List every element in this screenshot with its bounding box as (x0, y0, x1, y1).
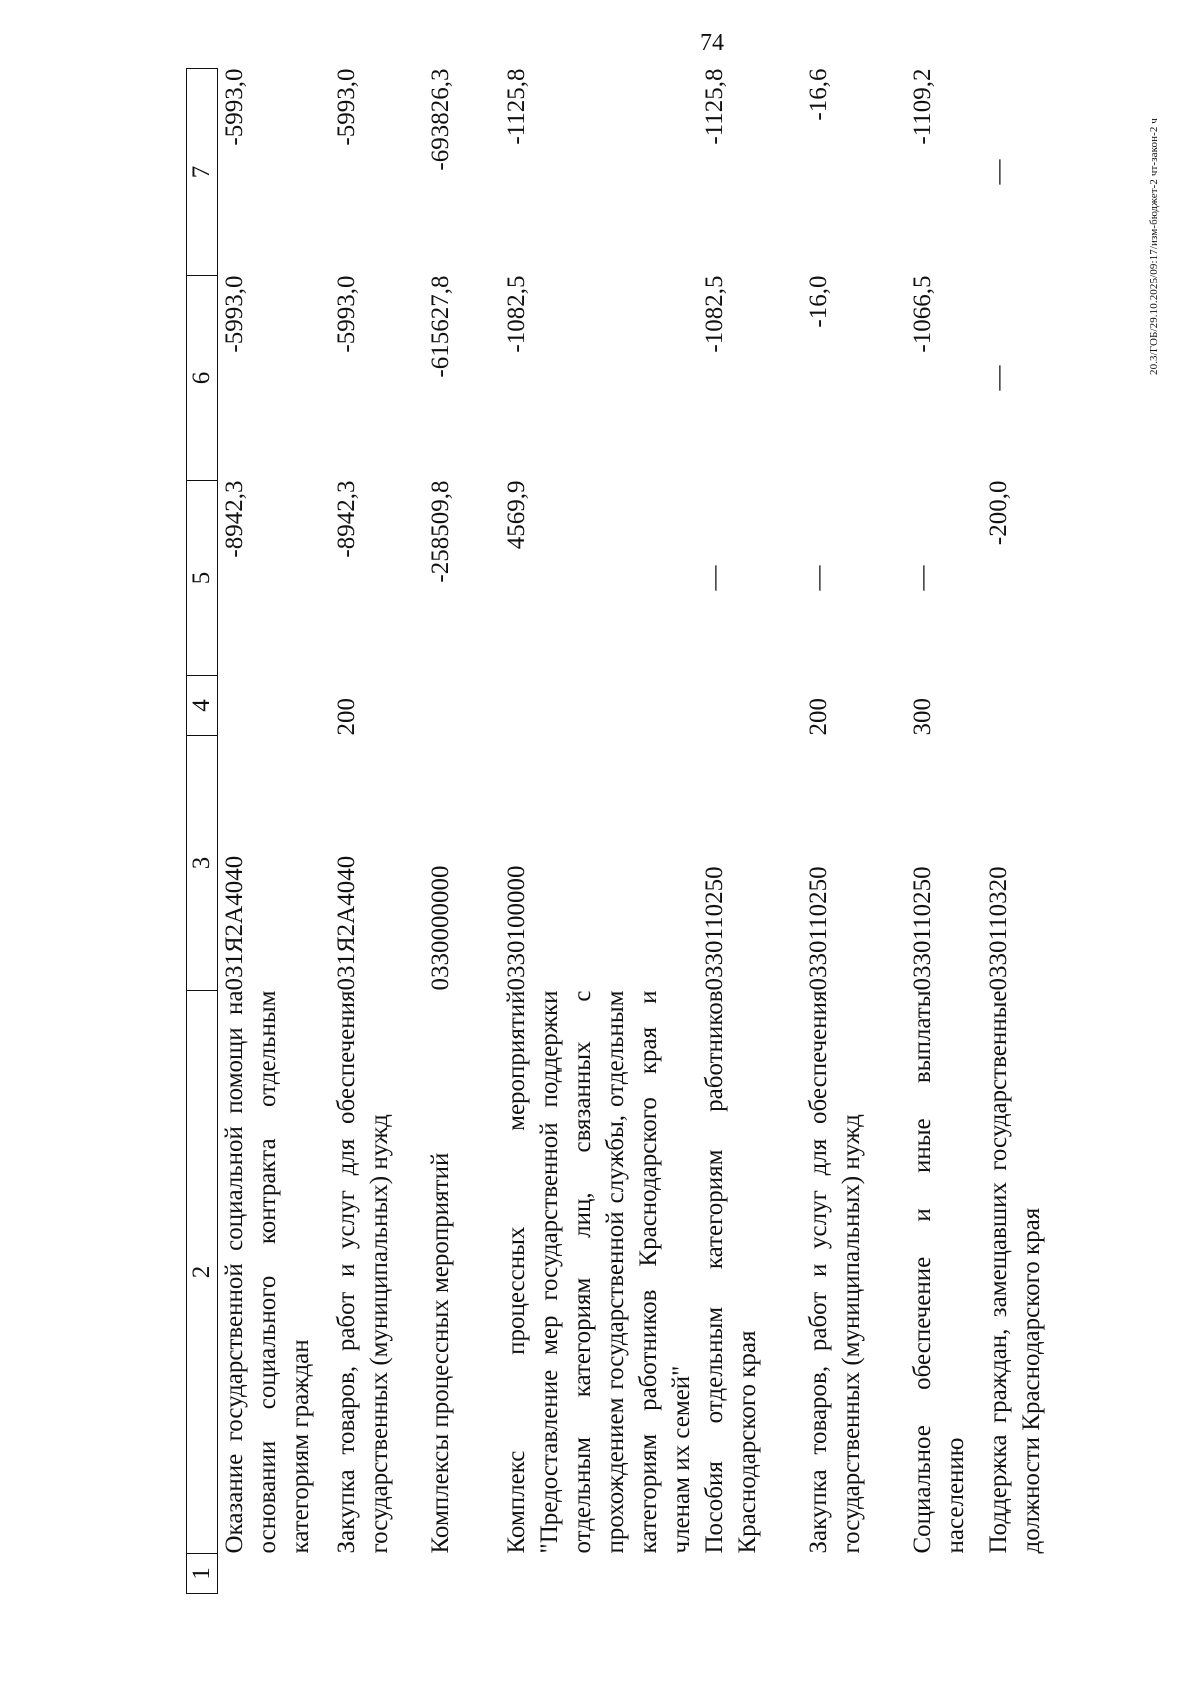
row-value-col7: -5993,0 (221, 68, 248, 146)
row-value-col5: — (804, 565, 832, 591)
table-row (982, 69, 1092, 1594)
row-code: 0330110250 (804, 866, 832, 991)
row-value-col5: -258509,8 (426, 480, 454, 583)
table-row (500, 69, 698, 1594)
budget-table (186, 68, 1092, 1594)
column-header: 2 (187, 991, 218, 1554)
row-value-col5: -200,0 (984, 480, 1012, 546)
row-value-col6: -1082,5 (700, 275, 728, 353)
row-value-col6: -16,0 (804, 275, 832, 328)
row-value-col6: -1066,5 (908, 275, 936, 353)
row-value-col7: -16,6 (804, 68, 832, 121)
row-description: Закупка товаров, работ и услуг для обеспечения государственных (муниципальных) нужд (804, 990, 865, 1554)
column-header: 6 (187, 276, 218, 481)
row-value-col7: -1125,8 (502, 68, 530, 145)
row-value-col5: — (908, 565, 936, 591)
row-expense-type (698, 676, 802, 736)
row-value-col5: -8942,3 (332, 480, 360, 558)
table-row (218, 69, 330, 1594)
row-description: Закупка товаров, работ и услуг для обеспечения государственных (муниципальных) нужд (332, 990, 393, 1554)
row-description: Пособия отдельным категориям работников Краснодарского края (700, 990, 761, 1554)
row-expense-type: 300 (908, 698, 936, 736)
row-value-col6: -615627,8 (426, 275, 454, 378)
column-header: 5 (187, 481, 218, 676)
row-value-col5: 4569,9 (502, 480, 530, 550)
row-value-col7: — (984, 159, 1012, 185)
row-value-col6: -1082,5 (502, 275, 530, 353)
table-row (698, 69, 802, 1594)
row-code: 0330110320 (984, 866, 1012, 991)
document-footer-code: 20.3/ГОБ/29.10.2025/09:17/изм-бюджет-2 чт-закон-2 ч (1148, 118, 1160, 375)
table-row (330, 69, 424, 1594)
row-description: Оказание государственной социальной помощи на основании социального контракта отдельным категориям граждан (221, 990, 314, 1554)
row-code: 0330110250 (700, 866, 728, 991)
row-expense-type (982, 676, 1092, 736)
column-header: 7 (187, 69, 218, 276)
row-code: 0330110250 (908, 866, 936, 991)
row-description: Поддержка граждан, замещавших государственные должности Краснодарского края (984, 990, 1045, 1554)
row-description: Комплексы процессных мероприятий (426, 1152, 454, 1554)
column-header: 4 (187, 676, 218, 736)
column-header: 3 (187, 736, 218, 991)
row-expense-type (218, 676, 330, 736)
row-expense-type: 200 (804, 698, 832, 736)
row-description: Социальное обеспечение и иные выплаты населению (908, 990, 969, 1554)
row-value-col6: -5993,0 (332, 275, 360, 353)
row-code: 031Я2А4040 (332, 855, 360, 991)
row-value-col5: — (700, 565, 728, 591)
table-row (424, 69, 500, 1594)
row-expense-type (424, 676, 500, 736)
table-row (906, 69, 982, 1594)
row-value-col7: -1125,8 (700, 68, 728, 145)
row-value-col7: -693826,3 (426, 68, 454, 171)
row-expense-type: 200 (332, 698, 360, 736)
row-value-col6: — (984, 365, 1012, 391)
column-header: 1 (187, 1554, 218, 1594)
row-value-col7: -1109,2 (908, 68, 936, 145)
row-expense-type (500, 676, 698, 736)
row-code: 0330000000 (426, 865, 454, 991)
row-value-col7: -5993,0 (332, 68, 360, 146)
row-code: 0330100000 (502, 865, 530, 991)
table-row (802, 69, 906, 1594)
row-description: Комплекс процессных мероприятий "Предоставление мер государственной поддержки отдельным категориям лиц, связанных с прохождением государственной службы, отдельным категориям работников Краснодарского края и членам их семей" (502, 990, 695, 1554)
rotated-table-container (186, 69, 1196, 1594)
row-code: 031Я2А4040 (221, 855, 248, 991)
row-value-col6: -5993,0 (221, 275, 248, 353)
row-value-col5: -8942,3 (221, 480, 248, 558)
page-number: 74 (700, 30, 724, 56)
table-header-row (187, 69, 218, 1594)
